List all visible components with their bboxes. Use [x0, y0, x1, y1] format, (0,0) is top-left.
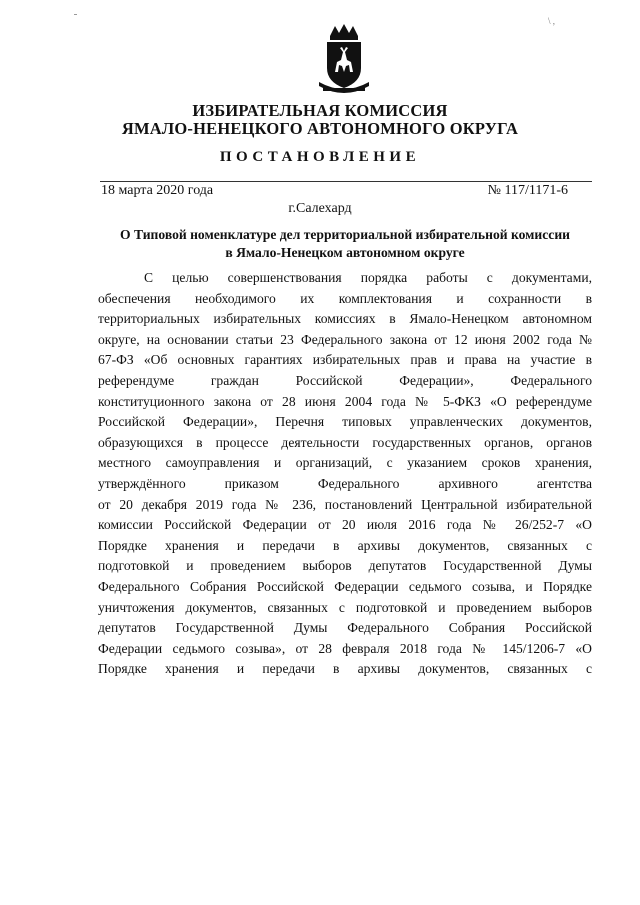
organization-name-line2: ЯМАЛО-НЕНЕЦКОГО АВТОНОМНОГО ОКРУГА — [121, 119, 519, 138]
document-body — [98, 268, 592, 680]
body-line: от 20 декабря 2019 года № 236, постановлений Центральной избирательной — [98, 496, 592, 512]
body-line: Порядке хранения и передачи в архивы документов, связанных с — [98, 537, 592, 553]
body-line: С целью совершенствования порядка работы с документами, — [144, 270, 592, 285]
body-line: комиссии Российской Федерации от 20 июля 2016 года № 26/252-7 «О — [98, 517, 592, 533]
document-subject — [96, 226, 594, 262]
body-line: образующихся в процессе деятельности государственных органов, органов — [98, 434, 592, 450]
body-line: Федерации седьмого созыва», от 28 февраля 2018 года № 145/1206-7 «О — [98, 640, 592, 656]
body-line: 67-ФЗ «Об основных гарантиях избирательных прав и права на участие в — [98, 352, 592, 368]
body-line: референдуме граждан Российской Федерации», Федерального — [98, 372, 592, 388]
document-date: 18 марта 2020 года — [101, 183, 214, 198]
body-line: округе, на основании статьи 23 Федерального закона от 12 июня 2002 года № — [98, 331, 592, 347]
body-line: утверждённого приказом Федерального архивного агентства — [98, 475, 592, 491]
body-line: обеспечения необходимого их комплектования и сохранности в — [98, 290, 592, 306]
document-type-title: ПОСТАНОВЛЕНИЕ — [219, 149, 421, 165]
document-city: г.Салехард — [288, 201, 352, 216]
body-line: территориальных избирательных комиссиях в Ямало-Ненецком автономном — [98, 311, 592, 327]
date-underline — [100, 181, 592, 182]
body-line: конституционного закона от 28 июня 2004 года № 5-ФКЗ «О референдуме — [98, 393, 592, 409]
coat-of-arms-icon — [313, 22, 375, 96]
body-line: депутатов Государственной Думы Федерального Собрания Российской — [98, 620, 592, 636]
body-line: местного самоуправления и организаций, с указанием сроков хранения, — [98, 455, 592, 471]
subject-line: О Типовой номенклатуре дел территориальной избирательной комиссии — [120, 227, 570, 242]
body-line: Федерального Собрания Российской Федерации седьмого созыва, и Порядке — [98, 578, 592, 594]
scan-speck — [74, 14, 77, 15]
document-number: № 117/1171-6 — [487, 183, 568, 198]
body-line: Российской Федерации», Перечня типовых управленческих документов, — [98, 414, 592, 430]
body-line: уничтожения документов, связанных с подготовкой и проведением выборов — [98, 599, 592, 615]
subject-line: в Ямало-Ненецком автономном округе — [225, 245, 465, 260]
body-line: подготовкой и проведением выборов депутатов Государственной Думы — [98, 558, 592, 574]
organization-name-line1: ИЗБИРАТЕЛЬНАЯ КОМИССИЯ — [192, 101, 448, 120]
body-line: Порядке хранения и передачи в архивы документов, связанных с — [98, 661, 592, 677]
corner-mark: \ , — [548, 16, 556, 26]
